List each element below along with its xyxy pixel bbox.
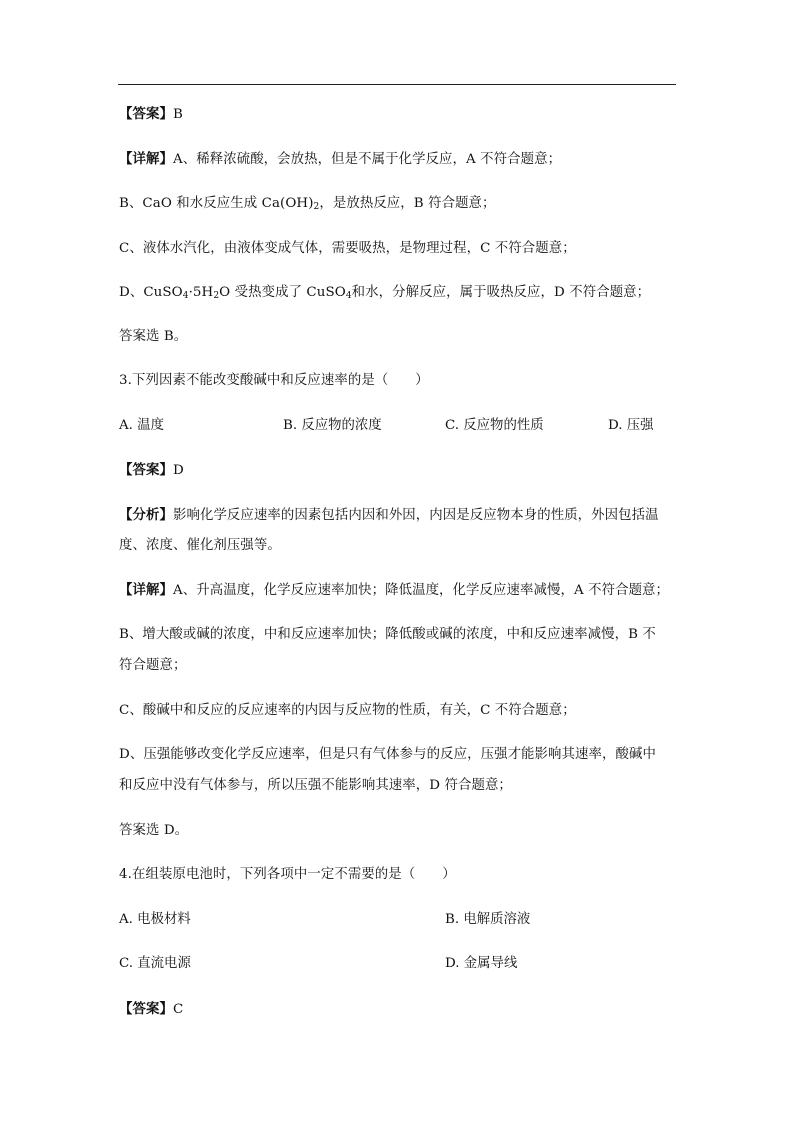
- q2-conclusion: 答案选 B。: [119, 329, 188, 344]
- detail-text: ，是放热反应，B 符合题意；: [319, 196, 496, 211]
- detail-text: O 受热变成了 CuSO: [219, 285, 346, 300]
- q3-analysis-2: 度、浓度、催化剂压强等。: [119, 538, 281, 553]
- q4-answer-line: [119, 1000, 679, 1019]
- q3-detail-c: C、酸碱中和反应的反应速率的内因与反应物的性质，有关，C 不符合题意；: [119, 703, 576, 718]
- answer-tag: 【答案】: [119, 106, 173, 122]
- q3-detail-d-2: 和反应中没有气体参与，所以压强不能影响其速率，D 符合题意；: [119, 778, 512, 793]
- q3-detail-b-1: B、增大酸或碱的浓度，中和反应速率加快；降低酸或碱的浓度，中和反应速率减慢，B 不: [119, 627, 656, 642]
- detail-text: 和水，分解反应，属于吸热反应，D 不符合题意；: [351, 285, 651, 300]
- q2-answer-line: [119, 105, 679, 124]
- detail-text: A、升高温度，化学反应速率加快；降低温度，化学反应速率减慢，A 不符合题意；: [172, 583, 670, 598]
- answer-value: B: [172, 107, 183, 122]
- q2-detail-b: [119, 195, 679, 213]
- q3-option-b: B. 反应物的浓度: [283, 418, 382, 433]
- q4-option-b: B. 电解质溶液: [445, 912, 531, 927]
- q4-option-c: C. 直流电源: [119, 956, 191, 971]
- q3-detail-d-1: D、压强能够改变化学反应速率，但是只有气体参与的反应，压强才能影响其速率，酸碱中: [119, 747, 656, 762]
- answer-value: C: [172, 1002, 184, 1017]
- analysis-tag: 【分析】: [119, 507, 173, 523]
- q2-detail-d: [119, 284, 679, 302]
- q3-detail-b-2: 符合题意；: [119, 658, 187, 673]
- q2-detail-c: C、液体水汽化，由液体变成气体，需要吸热，是物理过程，C 不符合题意；: [119, 241, 576, 256]
- detail-tag: 【详解】: [119, 151, 173, 167]
- detail-tag: 【详解】: [119, 582, 173, 598]
- subscript: 4: [345, 291, 352, 301]
- q3-option-a: A. 温度: [119, 418, 164, 433]
- q2-detail-a: [119, 150, 679, 169]
- q4-option-a: A. 电极材料: [119, 912, 191, 927]
- subscript: 2: [213, 291, 220, 301]
- subscript: 4: [182, 291, 189, 301]
- q3-option-d: D. 压强: [608, 418, 654, 433]
- q3-answer-line: [119, 461, 679, 480]
- answer-tag: 【答案】: [119, 1001, 173, 1017]
- header-rule: [118, 84, 676, 85]
- q3-conclusion: 答案选 D。: [119, 823, 189, 838]
- answer-tag: 【答案】: [119, 462, 173, 478]
- q4-option-d: D. 金属导线: [445, 956, 518, 971]
- q3-analysis-1: [119, 506, 679, 525]
- detail-text: A、稀释浓硫酸，会放热，但是不属于化学反应，A 不符合题意；: [172, 152, 562, 167]
- answer-value: D: [172, 463, 184, 478]
- q3-stem: 3.下列因素不能改变酸碱中和反应速率的是（ ）: [119, 373, 429, 388]
- q3-option-c: C. 反应物的性质: [445, 418, 544, 433]
- detail-text: ·5H: [188, 285, 214, 300]
- analysis-text: 影响化学反应速率的因素包括内因和外因，内因是反应物本身的性质，外因包括温: [172, 508, 659, 523]
- detail-text: D、CuSO: [119, 285, 183, 300]
- detail-text: B、CaO 和水反应生成 Ca(OH): [119, 196, 314, 211]
- q4-stem: 4.在组装原电池时，下列各项中一定不需要的是（ ）: [119, 867, 456, 882]
- subscript: 2: [313, 202, 320, 212]
- q3-detail-a: [119, 581, 679, 600]
